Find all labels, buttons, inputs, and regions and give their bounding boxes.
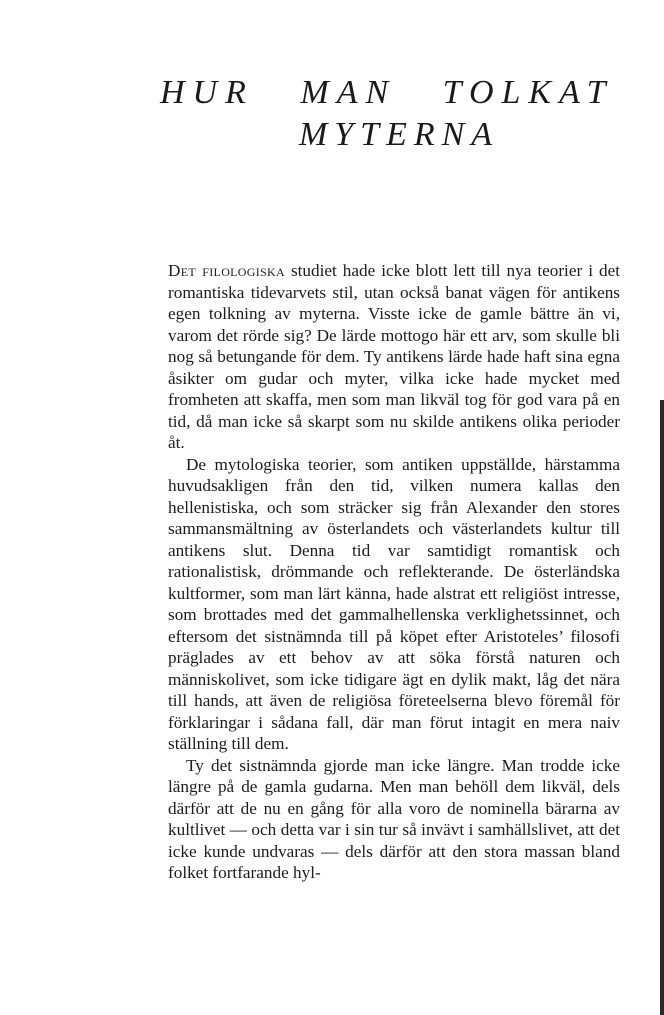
body-text <box>168 260 620 884</box>
chapter-title-line-2: MYTERNA <box>298 116 500 153</box>
chapter-title <box>160 72 630 156</box>
paragraph-2: De mytologiska teorier, som antiken uppställde, härstamma huvudsakligen från den tid, vilken numera kallas den hellenistiska, och som sträcker sig från Alexander den stores sammansmältning av österlandets och västerlandets kultur till antikens slut. Denna tid var samtidigt romantisk och rationalistisk, drömmande och reflekterande. De österländska kultformer, som man lärt känna, hade alstrat ett religiöst intresse, som brottades med det gammalhellenska verklighetssinnet, och eftersom det sistnämnda till på köpet efter Aristoteles’ filosofi präglades av ett behov av att söka förstå naturen och människolivet, som icke tidigare ägt en dylik makt, låg det nära till hands, att även de religiösa företeelserna blevo föremål för förklaringar i sådana fall, där man förut intagit en mera naiv ställning till dem. <box>168 454 620 753</box>
paragraph-lead-smallcaps: Det filologiska <box>168 261 285 280</box>
paragraph-3: Ty det sistnämnda gjorde man icke längre. Man trodde icke längre på de gamla gudarna. Men man behöll dem likväl, dels därför att de nu en gång för alla voro de nominella bärarna av kultlivet — och detta var i sin tur så invävt i samhällslivet, att det icke kunde undvaras — dels därför att den stora massan bland folket fortfarande hyl- <box>168 755 620 882</box>
paragraph-1 <box>168 260 620 454</box>
page-edge-shadow <box>660 400 664 1015</box>
paragraph-1-text: studiet hade icke blott lett till nya teorier i det romantiska tidevarvets stil, utan också banat vägen för antikens egen tolkning av myterna. Visste icke de gamle bättre än vi, varom det rörde sig? De lärde mottogo här ett arv, som skulle bli nog så betungande för dem. Ty antikens lärde hade haft sina egna åsikter om gudar och myter, vilka icke hade mycket med fromheten att skaffa, men som man likväl tog för god vara på en tid, då man icke så skarpt som nu skilde antikens olika perioder åt. <box>168 261 620 452</box>
chapter-title-line-1: HUR MAN TOLKAT <box>160 74 614 111</box>
